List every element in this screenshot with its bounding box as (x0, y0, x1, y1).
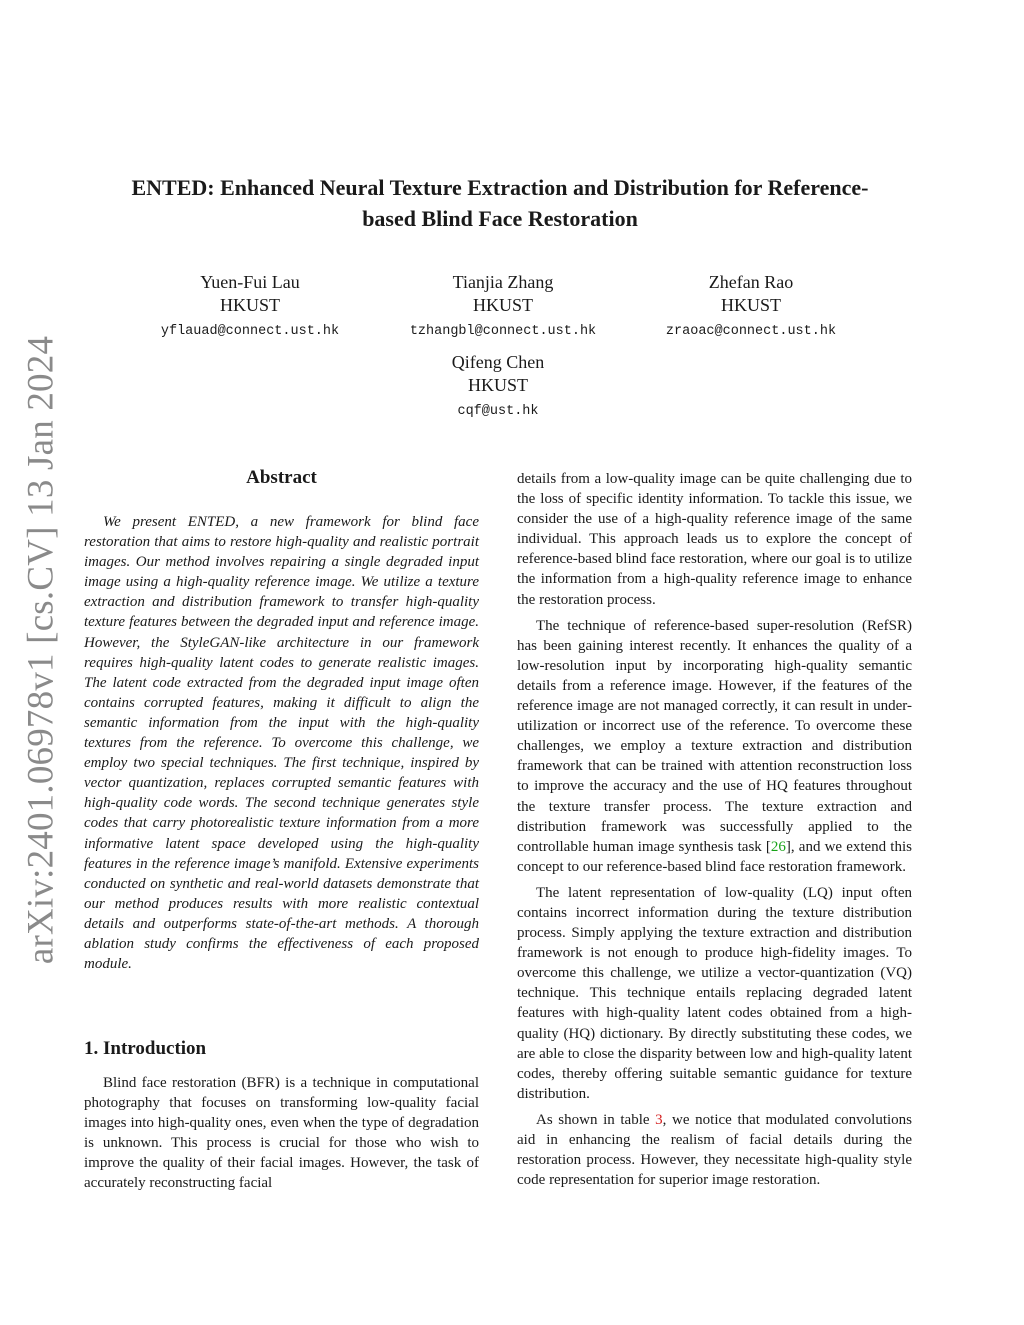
introduction-paragraph (517, 1110, 912, 1190)
author-name: Zhefan Rao (708, 272, 794, 292)
paragraph-text: ], and we extend this concept to our reference-based blind face restoration framework. (517, 838, 912, 875)
paper-title: ENTED: Enhanced Neural Texture Extraction and Distribution for Reference-based Blind Face Restoration (131, 175, 869, 231)
author-affiliation: HKUST (472, 295, 533, 315)
paragraph-text: The technique of reference-based super-resolution (RefSR) has been gaining interest recently. It enhances the quality of a low-resolution input by incorporating high-quality semantic details from a reference image. However, if the features of the reference image are not managed correctly, it can result in under-utilization or incorrect use of the reference. To overcome these challenges, we employ a texture extraction and distribution framework that can be trained with attention reconstruction loss to improve the accuracy and the use of HQ features throughout the texture transfer process. The texture extraction and distribution framework was successfully applied to the controllable human image synthesis task [ (517, 617, 912, 855)
author-name: Qifeng Chen (451, 352, 545, 372)
author-affiliation: HKUST (467, 375, 528, 395)
author-block (373, 271, 633, 341)
arxiv-identifier: arXiv:2401.06978v1 [cs.CV] 13 Jan 2024 (20, 335, 62, 965)
author-affiliation: HKUST (720, 295, 781, 315)
right-column (517, 469, 912, 1196)
author-block (621, 271, 881, 341)
introduction-paragraph: details from a low-quality image can be quite challenging due to the loss of specific identity information. To tackle this issue, we consider the use of a high-quality reference image of the same individual. This approach leads us to explore the concept of reference-based blind face restoration, where our goal is to utilize the information from a high-quality reference image to enhance the restoration process. (517, 471, 912, 608)
introduction-paragraph (517, 616, 912, 877)
abstract-body: We present ENTED, a new framework for blind face restoration that aims to restore high-quality and realistic portrait images. Our method involves repairing a single degraded input image using a high-quality reference image. We utilize a texture extraction and distribution framework to transfer high-quality texture features between the degraded input and reference image. However, the StyleGAN-like architecture in our framework requires high-quality latent codes to generate realistic images. The latent code extracted from the degraded input image often contains corrupted features, making it difficult to align the semantic information from the input with the high-quality textures from the reference. To overcome this challenge, we employ two special techniques. The first technique, inspired by vector quantization, replaces corrupted semantic features with high-quality code words. The second technique generates style codes that carry photorealistic texture information from a more informative latent space developed using the high-quality features in the reference image’s manifold. Extensive experiments conducted on synthetic and real-world datasets demonstrate that our method produces results with more realistic contextual details and outperforms state-of-the-art methods. A thorough ablation study confirms the effectiveness of each proposed module. (84, 514, 479, 973)
citation-link[interactable]: 26 (770, 838, 786, 855)
author-block (120, 271, 380, 341)
author-name: Tianjia Zhang (452, 272, 554, 292)
introduction-heading: 1. Introduction (84, 1038, 207, 1059)
introduction-paragraph: The latent representation of low-quality (LQ) input often contains incorrect information during the texture distribution process. Simply applying the texture extraction and distribution framework is not enough to produce high-fidelity images. To overcome this challenge, we utilize a vector-quantization (VQ) technique. This technique entails replacing degraded latent features with high-quality latent codes obtained from a high-quality (HQ) dictionary. By directly substituting these codes, we are able to close the disparity between low and high-quality latent codes, thereby offering suitable semantic guidance for texture distribution. (517, 884, 912, 1102)
author-affiliation: HKUST (219, 295, 280, 315)
author-email: cqf@ust.hk (457, 404, 539, 419)
paragraph-text: As shown in table (536, 1111, 656, 1128)
author-name: Yuen-Fui Lau (200, 272, 300, 292)
author-block (368, 351, 628, 421)
table-reference-link[interactable]: 3 (655, 1111, 663, 1128)
introduction-paragraph: Blind face restoration (BFR) is a technique in computational photography that focuses on transforming low-quality facial images into high-quality ones, even when the type of degradation is unknown. This process is crucial for those who wish to improve the quality of their facial images. However, the task of accurately reconstructing facial (84, 1075, 479, 1192)
author-email: yflauad@connect.ust.hk (160, 324, 340, 339)
author-email: zraoac@connect.ust.hk (665, 324, 837, 339)
author-email: tzhangbl@connect.ust.hk (409, 324, 597, 339)
abstract-heading: Abstract (246, 467, 317, 488)
paragraph-text: , we notice that modulated convolutions aid in enhancing the realism of facial details during the restoration process. However, they necessitate high-quality style code representation for superior image restoration. (517, 1111, 912, 1189)
